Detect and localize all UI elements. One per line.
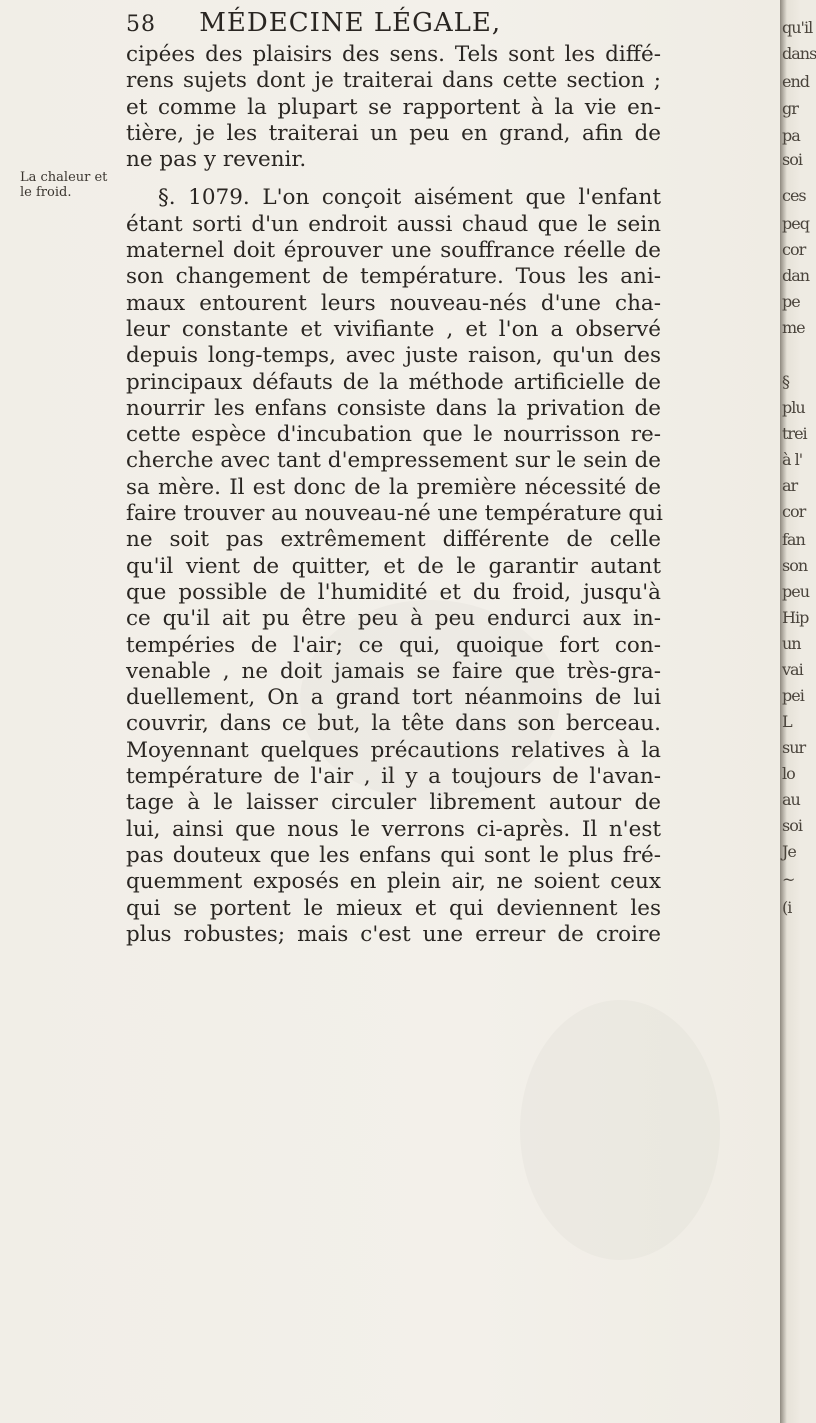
text-line: §. 1079. L'on conçoit aisément que l'enfant — [158, 185, 661, 211]
adjacent-fragment: soi — [782, 816, 802, 835]
adjacent-fragment: cor — [782, 502, 806, 521]
margin-note — [20, 170, 120, 200]
text-line: température de l'air , il y a toujours de l'avan- — [126, 764, 661, 790]
adjacent-fragment: ces — [782, 186, 806, 205]
adjacent-fragment: dan — [782, 266, 810, 285]
text-line: et comme la plupart se rapportent à la vie en- — [126, 94, 661, 120]
adjacent-fragment: L — [782, 712, 792, 731]
adjacent-fragment: sur — [782, 738, 806, 757]
adjacent-fragment: § — [782, 372, 789, 391]
text-line: tempéries de l'air; ce qui, quoique fort con- — [126, 632, 661, 658]
adjacent-fragment: qu'il — [782, 18, 813, 37]
adjacent-fragment: pe — [782, 292, 800, 311]
adjacent-fragment: vai — [782, 660, 803, 679]
text-line: rens sujets dont je traiterai dans cette section ; — [126, 68, 661, 94]
paragraph-1 — [126, 42, 661, 173]
adjacent-fragment: Je — [782, 842, 796, 861]
adjacent-fragment: cor — [782, 240, 806, 259]
text-line: venable , ne doit jamais se faire que très-gra- — [126, 658, 661, 684]
adjacent-fragment: me — [782, 318, 805, 337]
header-title: MÉDECINE LÉGALE, — [199, 8, 502, 38]
text-line: son changement de température. Tous les ani- — [126, 264, 661, 290]
adjacent-fragment: Hip — [782, 608, 809, 627]
text-line: ne soit pas extrêmement différente de celle — [126, 527, 661, 553]
adjacent-fragment: à l' — [782, 450, 803, 469]
adjacent-fragment: soi — [782, 150, 802, 169]
adjacent-fragment: son — [782, 556, 808, 575]
text-line: depuis long-temps, avec juste raison, qu'un des — [126, 343, 661, 369]
text-line: duellement, On a grand tort néanmoins de lui — [126, 685, 661, 711]
page-number: 58 — [126, 12, 156, 37]
text-line: quemment exposés en plein air, ne soient ceux — [126, 869, 661, 895]
adjacent-fragment: ~ — [782, 870, 795, 889]
text-line: principaux défauts de la méthode artificielle de — [126, 369, 661, 395]
text-line: maux entourent leurs nouveau-nés d'une cha- — [126, 290, 661, 316]
text-line: faire trouver au nouveau-né une température qui — [126, 501, 663, 527]
text-line: cette espèce d'incubation que le nourrisson re- — [126, 422, 661, 448]
adjacent-fragment: peu — [782, 582, 810, 601]
adjacent-page-edge — [780, 0, 816, 1423]
text-line: couvrir, dans ce but, la tête dans son berceau. — [126, 711, 661, 737]
text-line: Moyennant quelques précautions relatives à la — [126, 737, 661, 763]
adjacent-fragment: trei — [782, 424, 807, 443]
adjacent-fragment: ar — [782, 476, 798, 495]
text-line: ce qu'il ait pu être peu à peu endurci aux in- — [126, 606, 661, 632]
text-line: lui, ainsi que nous le verrons ci-après. Il n'est — [126, 816, 661, 842]
adjacent-fragment: pei — [782, 686, 804, 705]
text-line: pas douteux que les enfans qui sont le plus fré- — [126, 842, 661, 868]
adjacent-fragment: pa — [782, 126, 800, 145]
adjacent-fragment: lo — [782, 764, 795, 783]
adjacent-fragment: un — [782, 634, 801, 653]
running-head — [126, 8, 646, 38]
text-line: plus robustes; mais c'est une erreur de croire — [126, 921, 661, 947]
margin-note-line: le froid. — [20, 185, 72, 200]
body-text — [126, 42, 661, 948]
paper-stain — [520, 1000, 720, 1260]
text-line: qui se portent le mieux et qui deviennent les — [126, 895, 661, 921]
text-line: étant sorti d'un endroit aussi chaud que le sein — [126, 211, 661, 237]
paragraph-gap — [126, 173, 661, 185]
paragraph-2 — [126, 185, 661, 948]
text-line: sa mère. Il est donc de la première nécessité de — [126, 474, 661, 500]
adjacent-fragment: au — [782, 790, 800, 809]
margin-note-line: La chaleur et — [20, 170, 108, 185]
text-line: cipées des plaisirs des sens. Tels sont les diffé- — [126, 42, 661, 67]
text-line: maternel doit éprouver une souffrance réelle de — [126, 238, 661, 264]
text-line: ne pas y revenir. — [126, 147, 307, 173]
text-line: leur constante et vivifiante , et l'on a observé — [126, 316, 661, 342]
text-line: nourrir les enfans consiste dans la privation de — [126, 395, 661, 421]
text-line: tage à le laisser circuler librement autour de — [126, 790, 661, 816]
adjacent-fragment: gr — [782, 99, 798, 118]
text-line: tière, je les traiterai un peu en grand, afin de — [126, 120, 661, 146]
adjacent-fragment: plu — [782, 398, 805, 417]
adjacent-fragment: (i — [782, 898, 792, 917]
adjacent-fragment: fan — [782, 530, 805, 549]
text-line: qu'il vient de quitter, et de le garantir autant — [126, 553, 661, 579]
adjacent-fragment: end — [782, 72, 810, 91]
adjacent-fragment: dans — [782, 44, 816, 63]
adjacent-fragment: peq — [782, 214, 809, 233]
text-line: cherche avec tant d'empressement sur le sein de — [126, 448, 661, 474]
text-line: que possible de l'humidité et du froid, jusqu'à — [126, 579, 661, 605]
